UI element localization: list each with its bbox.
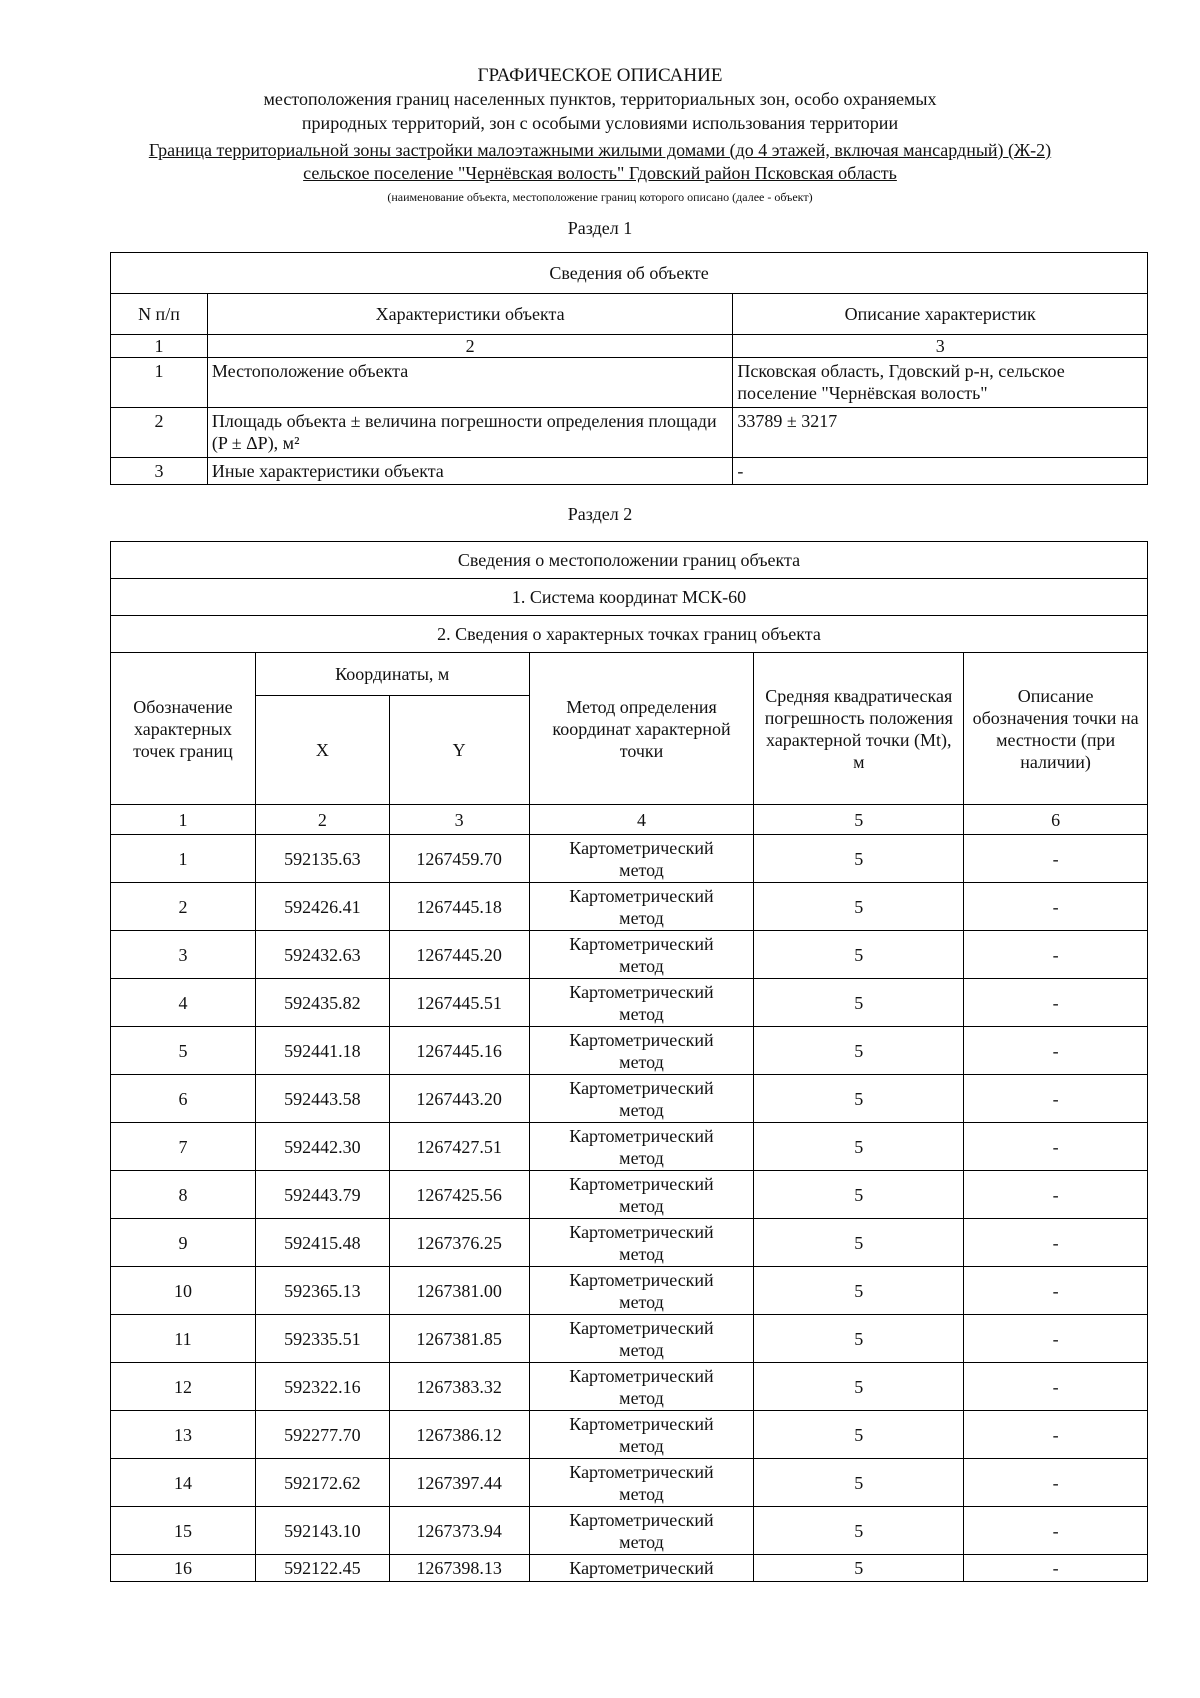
point-x: 592435.82 [255, 979, 389, 1027]
point-method [529, 1507, 754, 1555]
method-line2: метод [619, 1195, 664, 1216]
col-header-characteristic: Характеристики объекта [207, 294, 732, 335]
point-y: 1267425.56 [389, 1171, 529, 1219]
point-x: 592441.18 [255, 1027, 389, 1075]
point-method [529, 835, 754, 883]
point-accuracy: 5 [754, 1171, 964, 1219]
table-row [111, 1507, 1148, 1555]
point-method [529, 1171, 754, 1219]
table-row [111, 1075, 1148, 1123]
object-name-caption: (наименование объекта, местоположение границ которого описано (далее - объект) [387, 190, 813, 204]
section2-label: Раздел 2 [567, 504, 633, 524]
table-row [111, 1219, 1148, 1267]
method-line1: Картометрический [569, 981, 714, 1002]
point-x: 592365.13 [255, 1267, 389, 1315]
method-line1: Картометрический [569, 1029, 714, 1050]
point-number: 5 [111, 1027, 256, 1075]
object-name-line1: Граница территориальной зоны застройки малоэтажными жилыми домами (до 4 этажей, включая мансардный) (Ж-2) [148, 140, 1052, 160]
point-x: 592335.51 [255, 1315, 389, 1363]
col-header-accuracy: Средняя квадратическая погрешность положения характерной точки (Mt), м [754, 653, 964, 805]
point-number: 13 [111, 1411, 256, 1459]
point-y: 1267445.20 [389, 931, 529, 979]
col-number: 1 [111, 335, 208, 358]
method-line1: Картометрический [569, 1461, 714, 1482]
col-number: 1 [111, 805, 256, 835]
method-line1: Картометрический [569, 1221, 714, 1242]
point-number: 8 [111, 1171, 256, 1219]
point-number: 15 [111, 1507, 256, 1555]
point-x: 592443.79 [255, 1171, 389, 1219]
point-y: 1267445.51 [389, 979, 529, 1027]
point-description: - [964, 883, 1148, 931]
row-characteristic: Местоположение объекта [207, 358, 732, 408]
method-line2: метод [619, 1339, 664, 1360]
table-row [111, 1027, 1148, 1075]
table-row [111, 1459, 1148, 1507]
table-row [111, 1363, 1148, 1411]
col-header-number: N п/п [111, 294, 208, 335]
point-y: 1267381.85 [389, 1315, 529, 1363]
point-number: 12 [111, 1363, 256, 1411]
point-number: 16 [111, 1555, 256, 1582]
point-y: 1267443.20 [389, 1075, 529, 1123]
point-description: - [964, 1027, 1148, 1075]
method-line1: Картометрический [569, 1125, 714, 1146]
point-accuracy: 5 [754, 979, 964, 1027]
table-row [111, 408, 1148, 458]
row-number: 3 [111, 458, 208, 485]
point-accuracy: 5 [754, 835, 964, 883]
col-header-designation: Обозначение характерных точек границ [111, 653, 256, 805]
row-description: 33789 ± 3217 [733, 408, 1148, 458]
point-x: 592442.30 [255, 1123, 389, 1171]
object-table-title: Сведения об объекте [111, 253, 1148, 294]
table-row [111, 1267, 1148, 1315]
method-line1: Картометрический [569, 1413, 714, 1434]
point-method [529, 979, 754, 1027]
table-row [111, 358, 1148, 408]
point-method [529, 883, 754, 931]
method-line1: Картометрический [569, 885, 714, 906]
method-line2: метод [619, 1051, 664, 1072]
table-row [111, 1171, 1148, 1219]
row-characteristic: Иные характеристики объекта [207, 458, 732, 485]
method-line1: Картометрический [569, 1317, 714, 1338]
point-description: - [964, 1555, 1148, 1582]
point-description: - [964, 1123, 1148, 1171]
col-number: 4 [529, 805, 754, 835]
table-row [111, 1555, 1148, 1582]
method-line1: Картометрический [569, 933, 714, 954]
point-method [529, 1363, 754, 1411]
point-x: 592143.10 [255, 1507, 389, 1555]
point-y: 1267397.44 [389, 1459, 529, 1507]
point-description: - [964, 1507, 1148, 1555]
col-number: 6 [964, 805, 1148, 835]
col-number: 2 [207, 335, 732, 358]
point-accuracy: 5 [754, 1219, 964, 1267]
object-info-table [110, 252, 1148, 485]
point-y: 1267373.94 [389, 1507, 529, 1555]
col-header-point-description: Описание обозначения точки на местности (при наличии) [964, 653, 1148, 805]
table-row [111, 979, 1148, 1027]
method-line2: метод [619, 1483, 664, 1504]
point-method [529, 1075, 754, 1123]
table-row [111, 458, 1148, 485]
table-row [111, 931, 1148, 979]
point-method [529, 1219, 754, 1267]
table-row [111, 835, 1148, 883]
method-line1: Картометрический [569, 1509, 714, 1530]
col-header-method: Метод определения координат характерной точки [529, 653, 754, 805]
point-description: - [964, 979, 1148, 1027]
point-accuracy: 5 [754, 1507, 964, 1555]
point-y: 1267445.16 [389, 1027, 529, 1075]
point-number: 6 [111, 1075, 256, 1123]
row-number: 1 [111, 358, 208, 408]
points-title: 2. Сведения о характерных точках границ объекта [111, 616, 1148, 653]
col-header-x: X [255, 696, 389, 805]
point-y: 1267398.13 [389, 1555, 529, 1582]
point-number: 3 [111, 931, 256, 979]
point-number: 14 [111, 1459, 256, 1507]
method-line1: Картометрический [569, 1077, 714, 1098]
point-x: 592443.58 [255, 1075, 389, 1123]
table-row [111, 1123, 1148, 1171]
method-line1: Картометрический [569, 1365, 714, 1386]
point-accuracy: 5 [754, 1363, 964, 1411]
row-description: - [733, 458, 1148, 485]
table-row [111, 1411, 1148, 1459]
point-number: 7 [111, 1123, 256, 1171]
method-line1: Картометрический [569, 1269, 714, 1290]
point-method [529, 931, 754, 979]
method-line2: метод [619, 859, 664, 880]
point-method [529, 1267, 754, 1315]
col-header-coords: Координаты, м [255, 653, 529, 696]
point-number: 9 [111, 1219, 256, 1267]
point-description: - [964, 1075, 1148, 1123]
method-line1: Картометрический [569, 837, 714, 858]
row-characteristic: Площадь объекта ± величина погрешности определения площади (P ± ΔP), м² [207, 408, 732, 458]
point-description: - [964, 1459, 1148, 1507]
col-number: 2 [255, 805, 389, 835]
point-x: 592122.45 [255, 1555, 389, 1582]
col-number: 3 [733, 335, 1148, 358]
boundary-points-table [110, 541, 1148, 1582]
point-accuracy: 5 [754, 1555, 964, 1582]
point-description: - [964, 1363, 1148, 1411]
point-y: 1267376.25 [389, 1219, 529, 1267]
method-line2: метод [619, 1243, 664, 1264]
object-name-line2: сельское поселение "Чернёвская волость" Гдовский район Псковская область [303, 163, 897, 183]
coordinate-system: 1. Система координат МСК-60 [111, 579, 1148, 616]
point-description: - [964, 835, 1148, 883]
method-line2: метод [619, 1435, 664, 1456]
point-description: - [964, 1219, 1148, 1267]
point-y: 1267459.70 [389, 835, 529, 883]
point-x: 592426.41 [255, 883, 389, 931]
point-x: 592277.70 [255, 1411, 389, 1459]
method-line2: метод [619, 1291, 664, 1312]
point-accuracy: 5 [754, 1267, 964, 1315]
point-accuracy: 5 [754, 883, 964, 931]
table-row [111, 883, 1148, 931]
col-number: 3 [389, 805, 529, 835]
point-y: 1267427.51 [389, 1123, 529, 1171]
method-line2: метод [619, 907, 664, 928]
point-number: 11 [111, 1315, 256, 1363]
point-y: 1267383.32 [389, 1363, 529, 1411]
col-header-y: Y [389, 696, 529, 805]
method-line2: метод [619, 1147, 664, 1168]
point-method [529, 1555, 754, 1582]
method-line2: метод [619, 955, 664, 976]
point-accuracy: 5 [754, 1075, 964, 1123]
method-line1: Картометрический [569, 1558, 714, 1578]
point-accuracy: 5 [754, 931, 964, 979]
col-number: 5 [754, 805, 964, 835]
section1-label: Раздел 1 [567, 218, 633, 238]
point-method [529, 1123, 754, 1171]
document-title: ГРАФИЧЕСКОЕ ОПИСАНИЕ [477, 65, 723, 86]
point-description: - [964, 1315, 1148, 1363]
point-number: 1 [111, 835, 256, 883]
point-y: 1267445.18 [389, 883, 529, 931]
point-description: - [964, 1171, 1148, 1219]
point-method [529, 1411, 754, 1459]
point-accuracy: 5 [754, 1411, 964, 1459]
point-accuracy: 5 [754, 1459, 964, 1507]
point-number: 4 [111, 979, 256, 1027]
point-method [529, 1315, 754, 1363]
method-line1: Картометрический [569, 1173, 714, 1194]
point-method [529, 1027, 754, 1075]
table-row [111, 1315, 1148, 1363]
method-line2: метод [619, 1387, 664, 1408]
point-accuracy: 5 [754, 1315, 964, 1363]
point-x: 592322.16 [255, 1363, 389, 1411]
document-subtitle-line1: местоположения границ населенных пунктов, территориальных зон, особо охраняемых [263, 89, 937, 109]
col-header-description: Описание характеристик [733, 294, 1148, 335]
point-accuracy: 5 [754, 1027, 964, 1075]
document-subtitle-line2: природных территорий, зон с особыми условиями использования территории [301, 113, 899, 133]
point-x: 592415.48 [255, 1219, 389, 1267]
row-number: 2 [111, 408, 208, 458]
point-x: 592432.63 [255, 931, 389, 979]
point-x: 592135.63 [255, 835, 389, 883]
point-number: 2 [111, 883, 256, 931]
method-line2: метод [619, 1099, 664, 1120]
row-description: Псковская область, Гдовский р-н, сельское поселение "Чернёвская волость" [733, 358, 1148, 408]
point-x: 592172.62 [255, 1459, 389, 1507]
point-number: 10 [111, 1267, 256, 1315]
point-y: 1267381.00 [389, 1267, 529, 1315]
point-accuracy: 5 [754, 1123, 964, 1171]
point-description: - [964, 1267, 1148, 1315]
method-line2: метод [619, 1003, 664, 1024]
point-description: - [964, 931, 1148, 979]
point-description: - [964, 1411, 1148, 1459]
boundaries-table-title: Сведения о местоположении границ объекта [111, 542, 1148, 579]
point-method [529, 1459, 754, 1507]
point-y: 1267386.12 [389, 1411, 529, 1459]
method-line2: метод [619, 1531, 664, 1552]
